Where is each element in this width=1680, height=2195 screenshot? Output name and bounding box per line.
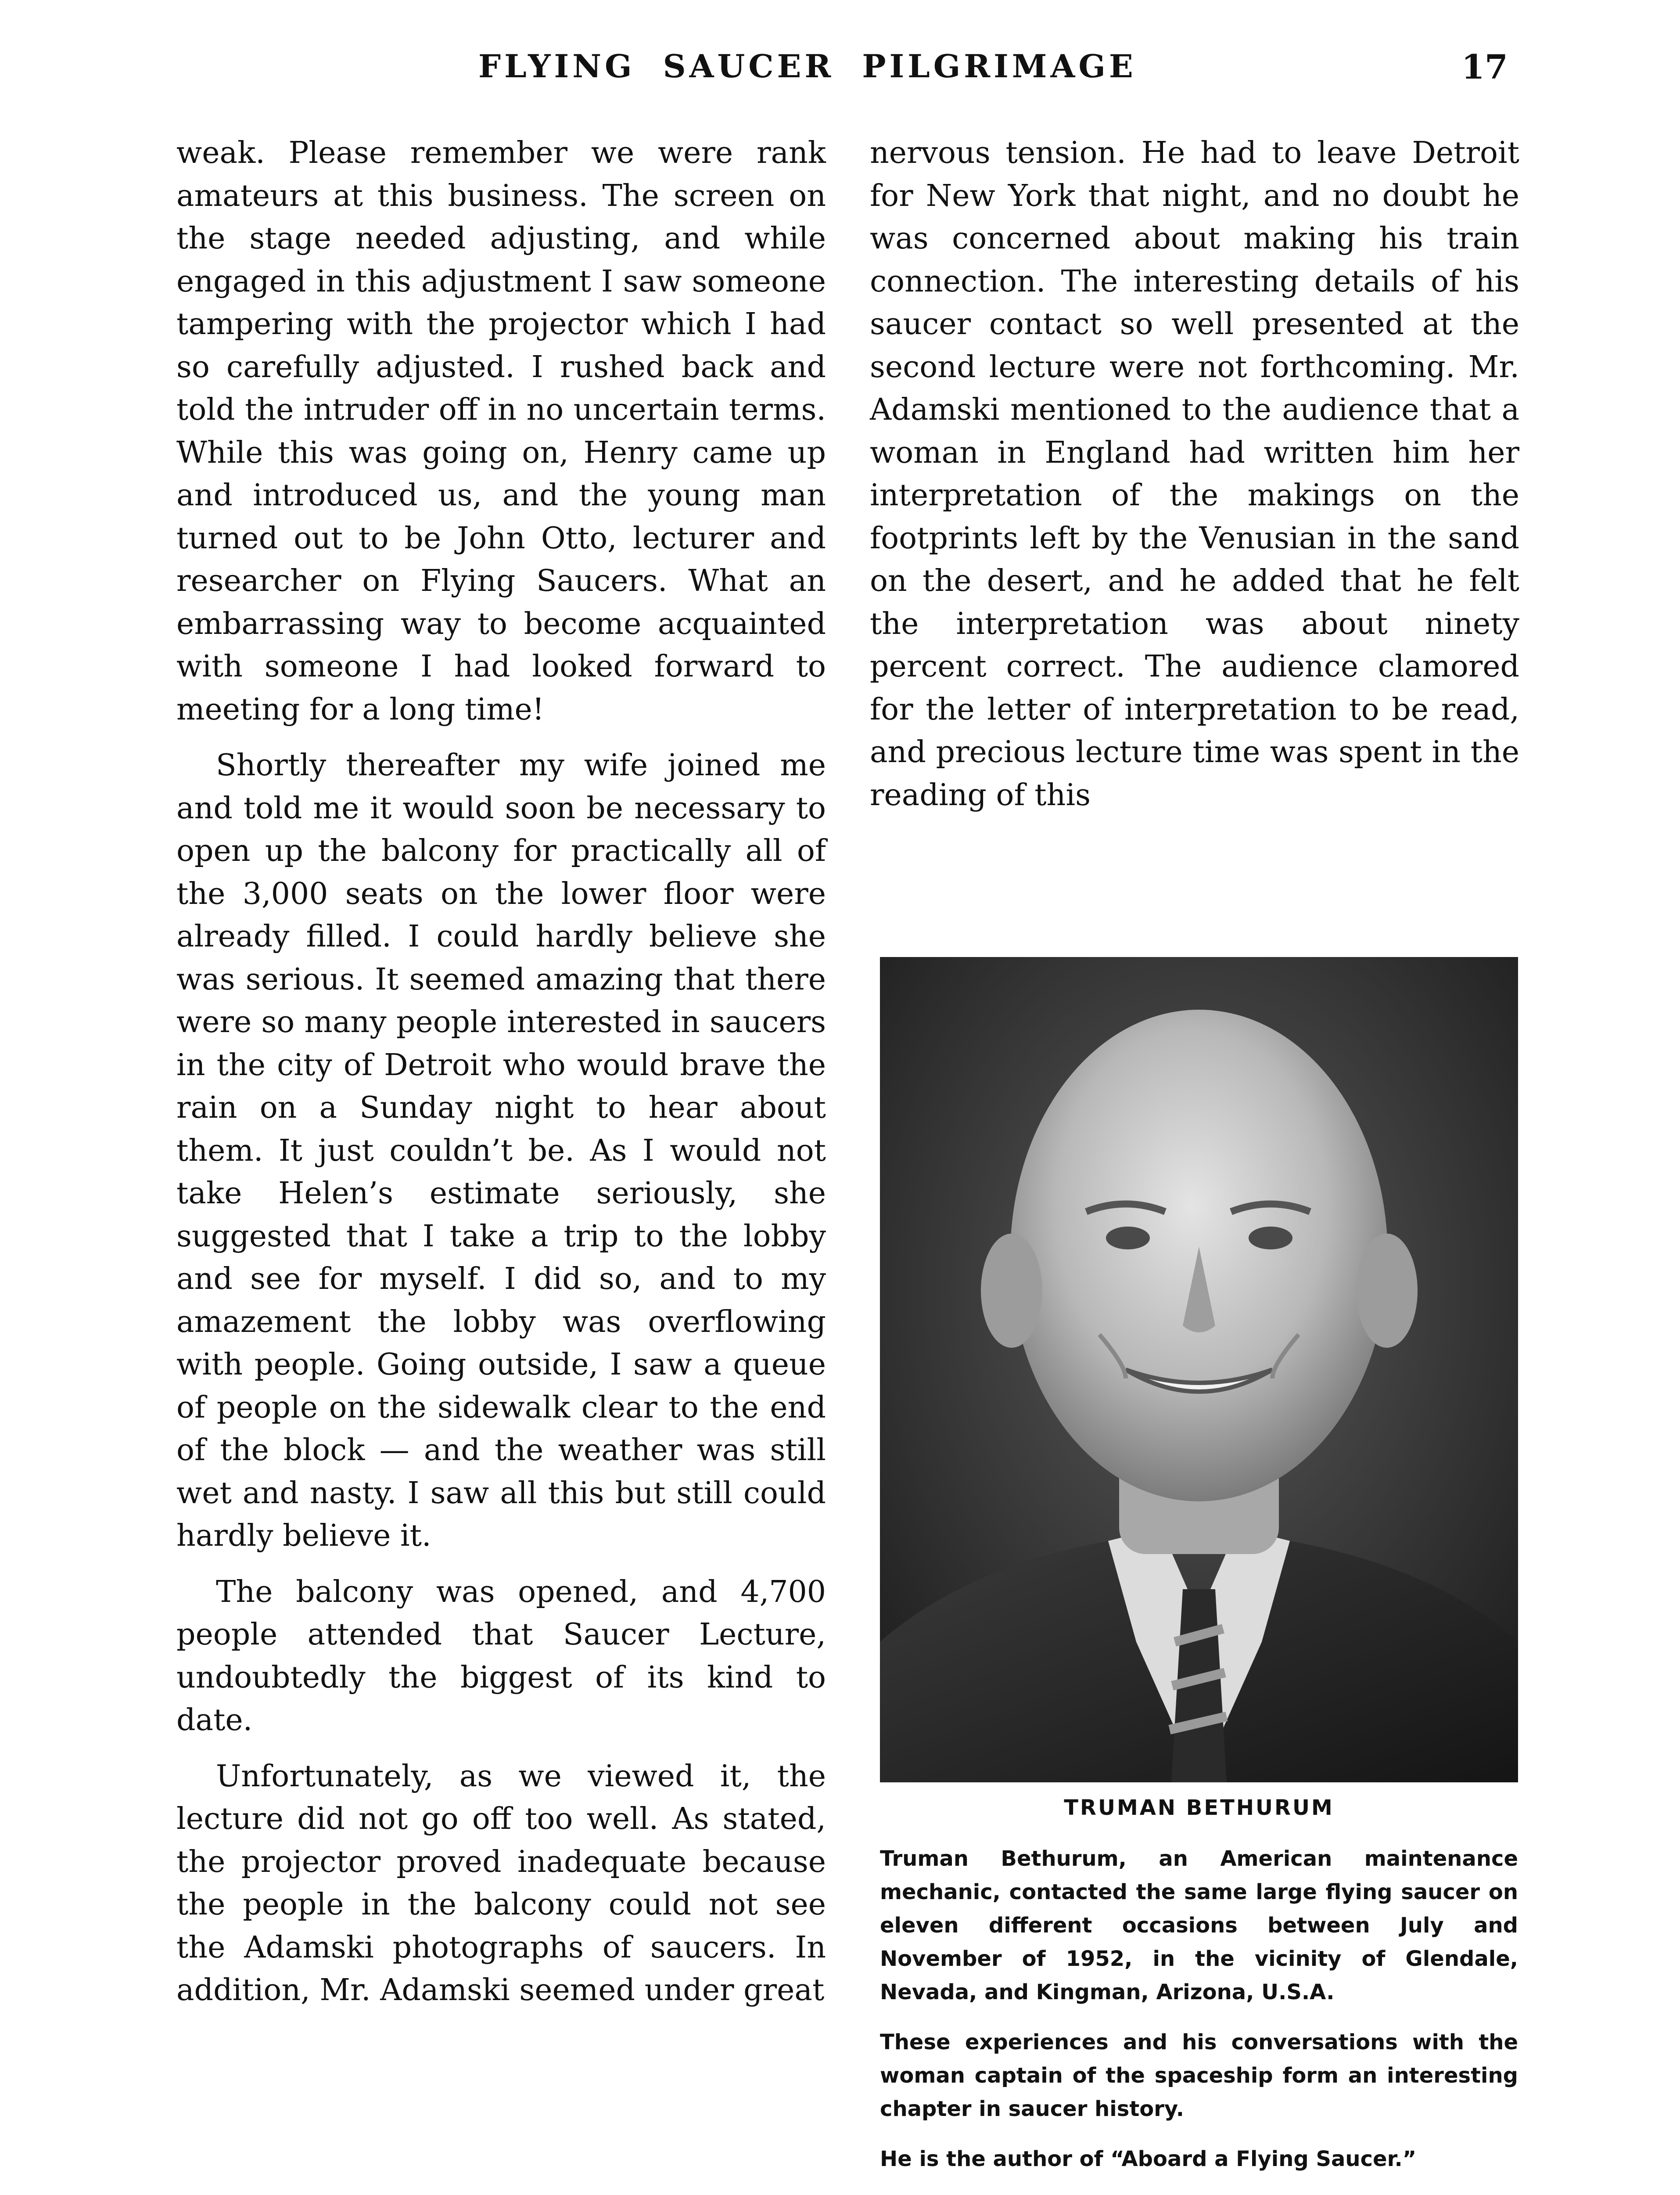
caption-title: TRUMAN BETHURUM (1064, 1796, 1334, 1820)
photo-caption (880, 1796, 1518, 2192)
paragraph: nervous tension. He had to leave Detroit for New York that night, and no doubt he was concerned about making his train connection. The interesting details of his saucer contact so well presented at the second lecture were not forthcoming. Mr. Adamski mentioned to the audience that a woman in England had written him her interpretation of the makings on the footprints left by the Venusian in the sand on the desert, and he added that he felt the interpretation was about ninety percent correct. The audience clamored for the letter of interpretation to be read, and precious lecture time was spent in the reading of this (870, 136, 1519, 813)
caption-paragraph: These experiences and his conversations with the woman captain of the spaceship form an interesting chapter in saucer history. (880, 2030, 1518, 2121)
paragraph: Unfortunately, as we viewed it, the lecture did not go off too well. As stated, the projector proved inadequate because the people in the balcony could not see the Adamski photographs of saucers. In addition, Mr. Adamski seemed under great (176, 1759, 826, 2008)
right-text-column (870, 132, 1519, 817)
left-text-column (176, 132, 826, 2012)
portrait-photo (880, 957, 1518, 1782)
running-title: FLYING SAUCER PILGRIMAGE (478, 47, 1137, 85)
caption-paragraph: He is the author of “Aboard a Flying Saucer.” (880, 2147, 1417, 2171)
page-header (0, 47, 1680, 91)
page-number: 17 (1461, 47, 1508, 86)
paragraph: weak. Please remember we were rank amateurs at this business. The screen on the stage needed adjusting, and while engaged in this adjustment I saw someone tampering with the projector which I had so carefully adjusted. I rushed back and told the intruder off in no uncertain terms. While this was going on, Henry came up and introduced us, and the young man turned out to be John Otto, lecturer and researcher on Flying Saucers. What an embarrassing way to become acquainted with someone I had looked forward to meeting for a long time! (176, 136, 826, 727)
paragraph: Shortly thereafter my wife joined me and told me it would soon be necessary to open up the balcony for practically all of the 3,000 seats on the lower floor were already filled. I could hardly believe she was serious. It seemed amazing that there were so many people interested in saucers in the city of Detroit who would brave the rain on a Sunday night to hear about them. It just couldn’t be. As I would not take Helen’s estimate seriously, she suggested that I take a trip to the lobby and see for myself. I did so, and to my amazement the lobby was overflowing with people. Going outside, I saw a queue of people on the sidewalk clear to the end of the block — and the weather was still wet and nasty. I saw all this but still could hardly believe it. (176, 748, 826, 1553)
portrait-illustration (880, 957, 1518, 1782)
paragraph: The balcony was opened, and 4,700 people attended that Saucer Lecture, undoubtedly the biggest of its kind to date. (176, 1574, 826, 1738)
caption-paragraph: Truman Bethurum, an American maintenance mechanic, contacted the same large flying saucer on eleven different occasions between July and November of 1952, in the vicinity of Glendale, Nevada, and Kingman, Arizona, U.S.A. (880, 1846, 1518, 2004)
